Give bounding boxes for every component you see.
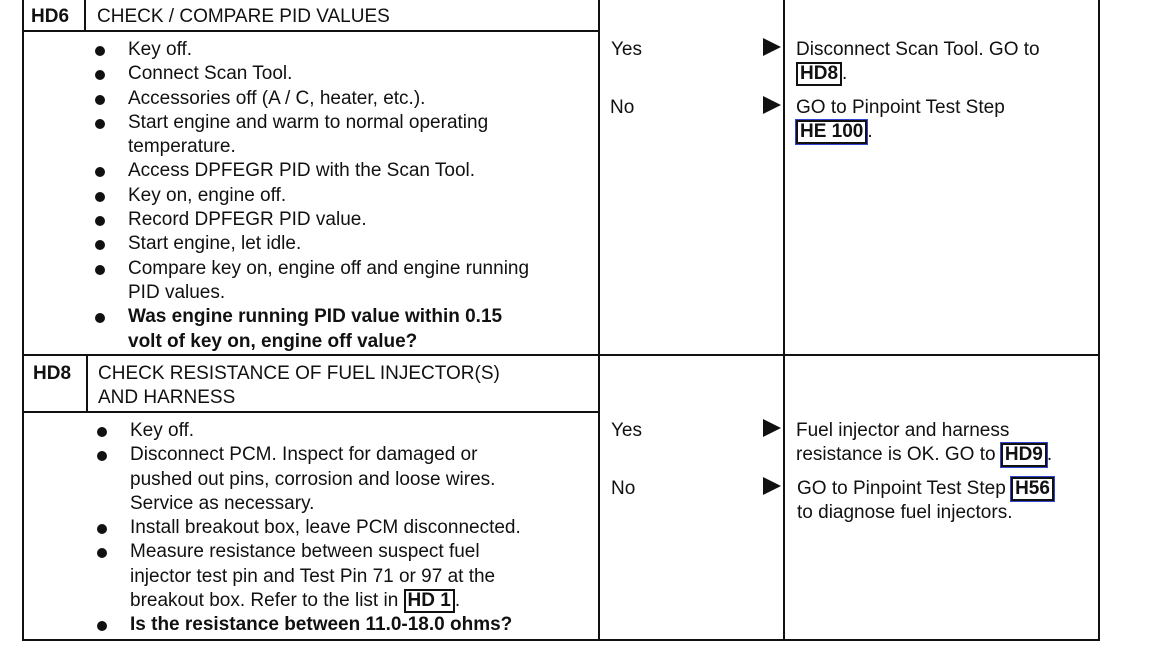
bullet-icon [97, 451, 107, 461]
list-item: Start engine, let idle. [128, 232, 529, 256]
hd6-step-title: CHECK / COMPARE PID VALUES [97, 6, 390, 27]
list-item: Accessories off (A / C, heater, etc.). [128, 87, 529, 111]
list-item: Install breakout box, leave PCM disconnected. [130, 516, 521, 540]
bullet-icon [95, 95, 105, 105]
bullet-icon [95, 216, 105, 226]
hd6-no-action: GO to Pinpoint Test Step HE 100 . [796, 97, 1005, 143]
bullet-icon [95, 119, 105, 129]
hd8-yes-action: Fuel injector and harness resistance is OK. GO to HD9 . [796, 420, 1053, 466]
hd8-yes-step-link[interactable]: HD9 [1001, 443, 1047, 467]
list-item: Measure resistance between suspect fuel injector test pin and Test Pin 71 or 97 at the breakout box. Refer to the list in HD 1 . [130, 540, 521, 613]
bullet-icon [95, 192, 105, 202]
arrow-right-icon [763, 38, 781, 56]
hd8-step-id: HD8 [33, 363, 72, 384]
table-left-border [22, 0, 24, 641]
procedure-column-divider [598, 0, 600, 641]
bullet-icon [97, 427, 107, 437]
hd8-yes-label: Yes [611, 420, 642, 441]
hd6-no-label: No [610, 97, 635, 118]
hd6-yes-action: Disconnect Scan Tool. GO to HD8 . [796, 39, 1040, 85]
hd8-procedure-list [130, 419, 521, 638]
bullet-icon [95, 265, 105, 275]
hd6-title-underline [22, 30, 600, 32]
list-item: Was engine running PID value within 0.15 volt of key on, engine off value? [128, 305, 529, 354]
list-item: Key off. [128, 38, 529, 62]
list-item: Start engine and warm to normal operating temperature. [128, 111, 529, 160]
hd8-no-label: No [611, 478, 636, 499]
bullet-icon [95, 240, 105, 250]
hd6-yes-label: Yes [611, 39, 642, 60]
arrow-right-icon [763, 419, 781, 437]
list-item: Is the resistance between 11.0-18.0 ohms? [130, 613, 521, 637]
bullet-icon [97, 621, 107, 631]
hd6-id-divider [84, 0, 86, 31]
hd6-yes-step-link[interactable]: HD8 [796, 62, 842, 86]
arrow-right-icon [763, 96, 781, 114]
list-item: Disconnect PCM. Inspect for damaged or pushed out pins, corrosion and loose wires. Service as necessary. [130, 443, 521, 516]
list-item: Compare key on, engine off and engine running PID values. [128, 257, 529, 306]
hd8-no-step-link[interactable]: H56 [1011, 477, 1054, 501]
bullet-icon [95, 167, 105, 177]
hd8-id-divider [86, 355, 88, 412]
result-column-divider [783, 0, 785, 641]
bullet-icon [97, 548, 107, 558]
table-right-border [1098, 0, 1100, 641]
bullet-icon [95, 313, 105, 323]
hd8-no-action: GO to Pinpoint Test Step H56 to diagnose fuel injectors. [797, 477, 1054, 526]
arrow-right-icon [763, 477, 781, 495]
list-item: Key off. [130, 419, 521, 443]
bullet-icon [95, 46, 105, 56]
list-item: Record DPFEGR PID value. [128, 208, 529, 232]
hd8-step-title: CHECK RESISTANCE OF FUEL INJECTOR(S) AND HARNESS [98, 363, 500, 409]
list-item: Key on, engine off. [128, 184, 529, 208]
bullet-icon [95, 70, 105, 80]
row-divider [22, 354, 1100, 356]
list-item: Access DPFEGR PID with the Scan Tool. [128, 159, 529, 183]
hd6-procedure-list [128, 38, 529, 354]
list-item: Connect Scan Tool. [128, 62, 529, 86]
hd8-title-underline [22, 411, 600, 413]
hd1-step-link[interactable]: HD 1 [404, 589, 455, 613]
bullet-icon [97, 524, 107, 534]
hd6-step-id: HD6 [31, 6, 70, 27]
table-bottom-border [22, 639, 1100, 641]
hd6-no-step-link[interactable]: HE 100 [796, 120, 867, 144]
